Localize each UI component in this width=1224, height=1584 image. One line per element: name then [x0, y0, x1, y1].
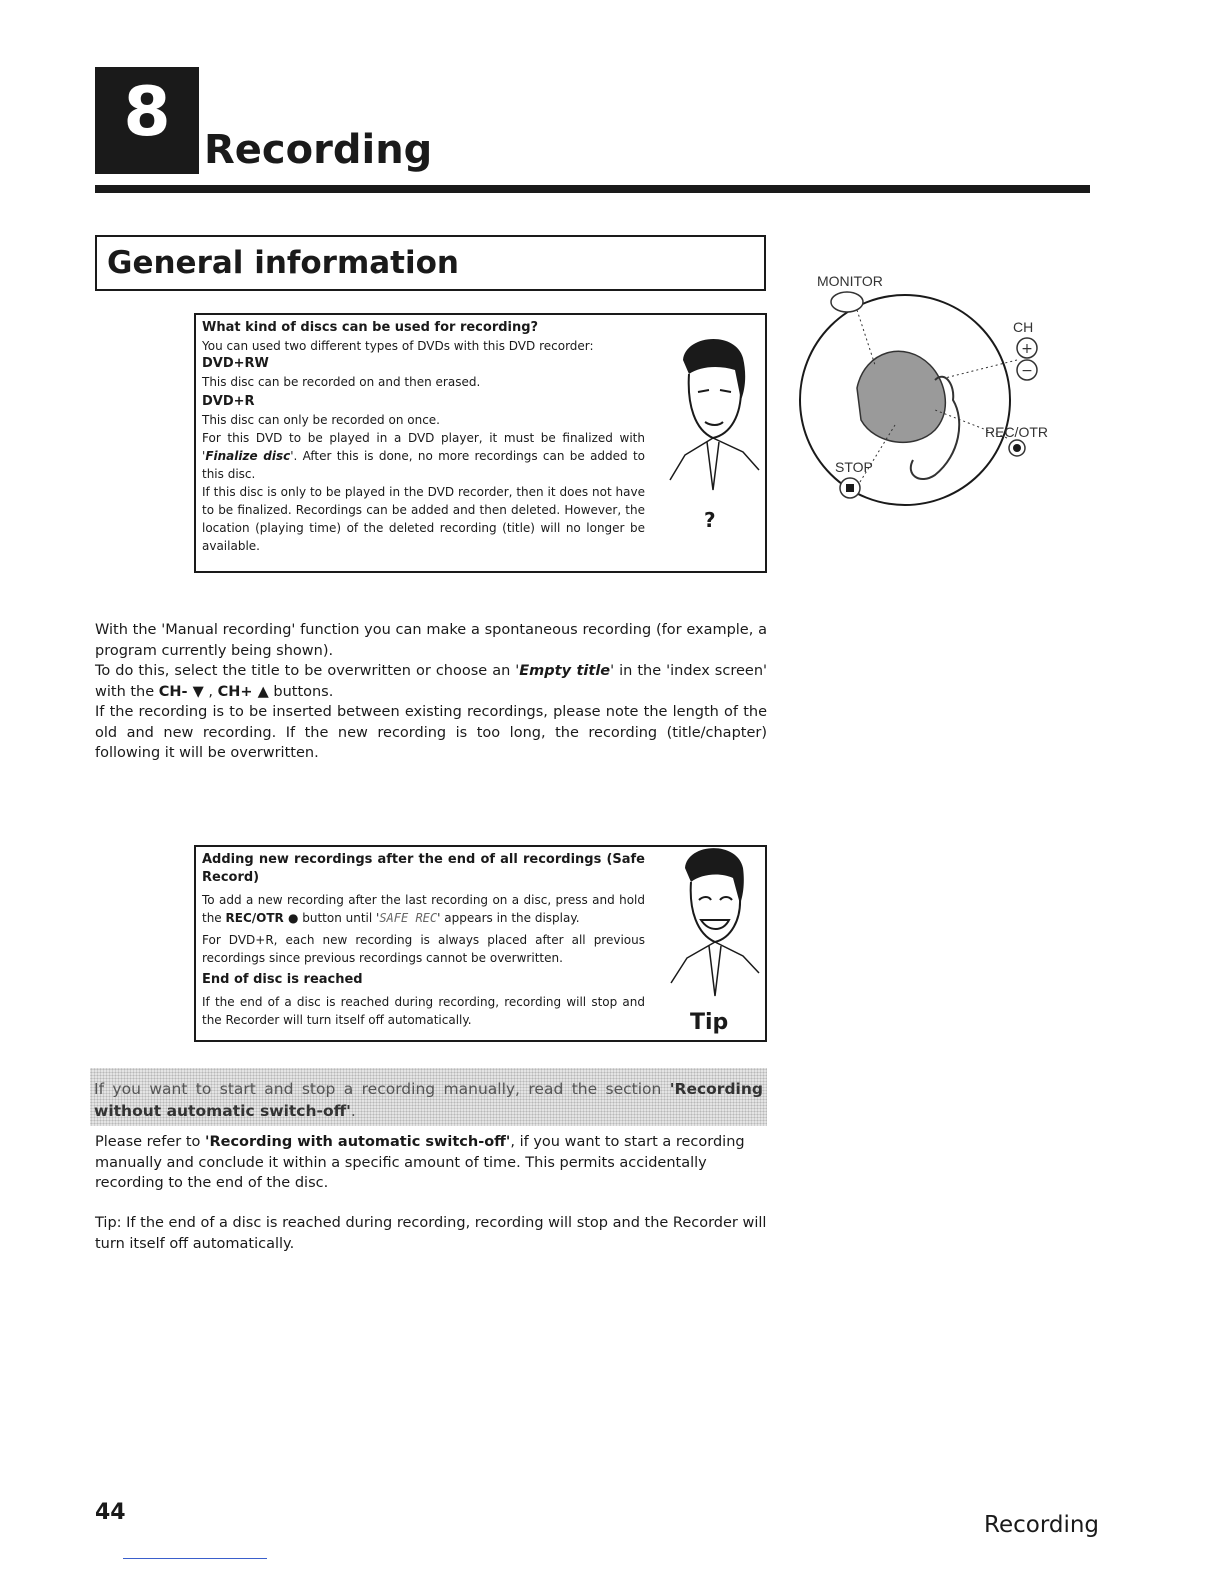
remote-control-illustration: [795, 270, 1065, 515]
ch-plus-button-ref: CH+ ▲: [217, 683, 269, 700]
question-mark-icon: ?: [704, 508, 716, 532]
disc-types-intro: You can used two different types of DVDs with this DVD recorder:: [202, 339, 594, 353]
footer-link-underline: [123, 1558, 267, 1559]
dvdrw-text: This disc can be recorded on and then erased.: [202, 375, 481, 389]
monitor-button-shape: [831, 292, 863, 312]
cartoon-man-question-figure: [665, 330, 760, 500]
disc-types-heading: What kind of discs can be used for recording?: [202, 320, 539, 335]
ch-minus-button-ref: CH- ▼: [158, 683, 204, 700]
manual-recording-p3: If the recording is to be inserted between existing recordings, please note the length of the old and new recording. If the new recording is too long, the recording (title/chapter) following it will be overwritten.: [95, 704, 767, 761]
tip-label: Tip: [690, 1010, 729, 1035]
shaded-note: If you want to start and stop a recording manually, read the section 'Recording without automatic switch-off'.: [90, 1068, 767, 1126]
chapter-number-badge: [95, 67, 199, 174]
safe-rec-display-text: SAFE REC: [379, 911, 438, 925]
ch-label: CH: [1013, 319, 1034, 335]
manual-recording-p2: To do this, select the title to be overwritten or choose an 'Empty title' in the 'index screen' with the CH- ▼ , CH+ ▲ buttons.: [95, 663, 767, 700]
chapter-number: 8: [123, 73, 171, 152]
rec-otr-button-ref: REC/OTR ●: [225, 911, 299, 925]
finalize-term: Finalize disc: [205, 449, 291, 463]
rec-otr-label: REC/OTR: [985, 424, 1048, 440]
section-header: [95, 235, 766, 291]
cartoon-man-tip-figure: [665, 838, 760, 1003]
page-number: 44: [95, 1500, 126, 1525]
svg-text:+: +: [1021, 341, 1033, 357]
footer-chapter-title: Recording: [984, 1512, 1100, 1538]
monitor-label: MONITOR: [817, 273, 883, 289]
recording-without-switch-off-link[interactable]: 'Recording without automatic switch-off': [94, 1080, 763, 1120]
recorder-only-text: If this disc is only to be played in the DVD recorder, then it does not have to be finalized. Recordings can be added and then deleted. However, the location (playing time) of the deleted recording (title) will no longer be available.: [202, 485, 645, 553]
dvdr-title: DVD+R: [202, 394, 255, 409]
manual-recording-text: [95, 620, 767, 764]
stop-label: STOP: [835, 459, 873, 475]
section-title: General information: [107, 245, 459, 281]
refer-paragraph: Please refer to 'Recording with automatic switch-off', if you want to start a recording manually and conclude it within a specific amount of time. This permits accidentally recording to the end of the disc.: [95, 1134, 745, 1191]
end-of-disc-text: If the end of a disc is reached during recording, recording will stop and the Recorder will turn itself off automatically.: [202, 995, 645, 1027]
dvdrw-title: DVD+RW: [202, 356, 269, 371]
dvdr-text: This disc can only be recorded on once.: [202, 413, 440, 427]
finalize-text: For this DVD to be played in a DVD player, it must be finalized with 'Finalize disc'. After this is done, no more recordings can be added to this disc.: [202, 431, 646, 481]
recording-with-switch-off-link[interactable]: 'Recording with automatic switch-off': [205, 1134, 511, 1150]
safe-record-heading: Adding new recordings after the end of all recordings (Safe Record): [202, 852, 645, 885]
manual-recording-p1: With the 'Manual recording' function you can make a spontaneous recording (for example, a program currently being shown).: [95, 622, 767, 659]
chapter-divider: [95, 185, 1090, 193]
safe-record-p2: For DVD+R, each new recording is always placed after all previous recordings since previous recordings cannot be overwritten.: [202, 933, 645, 965]
chapter-title: Recording: [204, 127, 433, 173]
empty-title-term: Empty title: [519, 663, 611, 679]
svg-text:−: −: [1021, 363, 1033, 379]
safe-record-p1: To add a new recording after the last recording on a disc, press and hold the REC/OTR ● button until 'SAFE REC' appears in the display.: [202, 893, 645, 925]
remote-body-shape: [857, 351, 945, 442]
tip-paragraph: Tip: If the end of a disc is reached during recording, recording will stop and the Recorder will turn itself off automatically.: [95, 1215, 767, 1252]
end-of-disc-heading: End of disc is reached: [202, 972, 363, 987]
